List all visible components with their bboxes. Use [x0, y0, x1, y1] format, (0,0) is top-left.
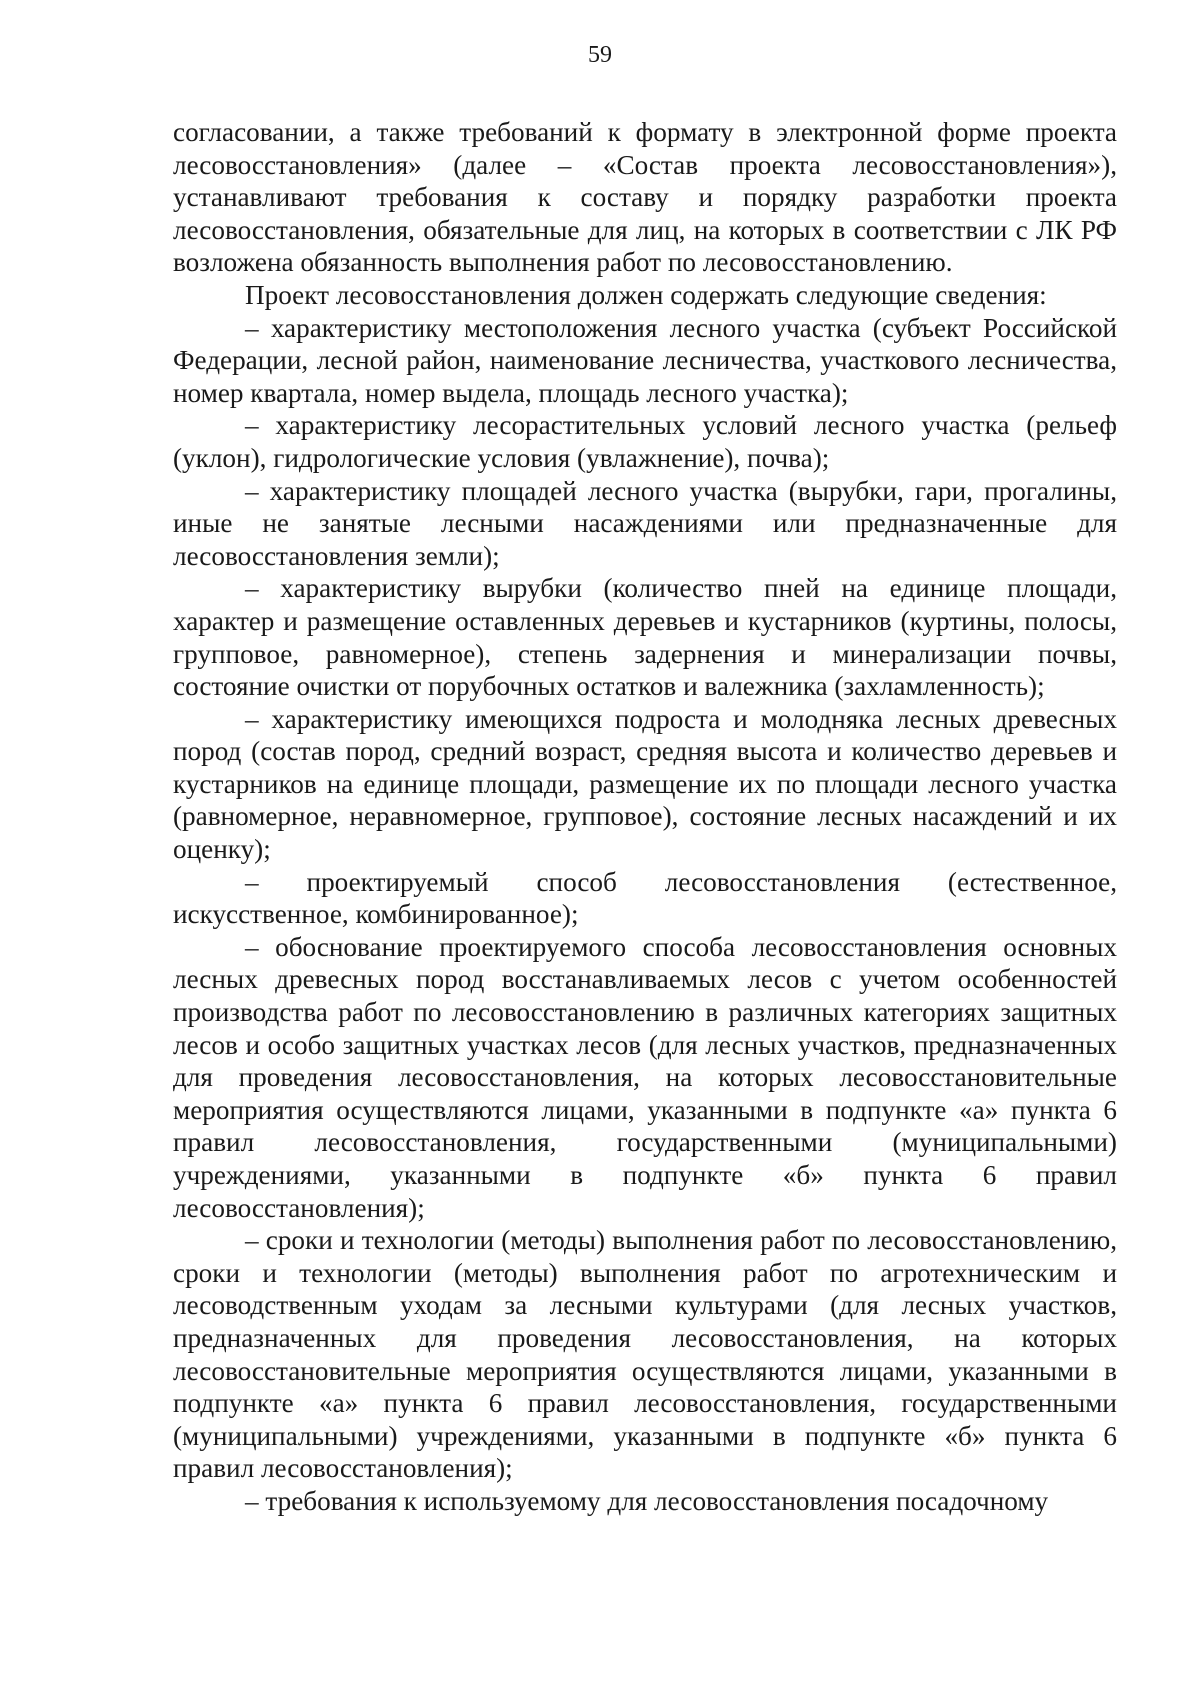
list-item-planting-material: – требования к используемому для лесовосстановления посадочному — [245, 1485, 1049, 1516]
list-item-location: – характеристику местоположения лесного участка (субъект Российской Федерации, лесной район, наименование лесничества, участкового лесничества, номер квартала, номер выдела, площадь лесного участка); — [173, 312, 1117, 408]
list-item-timing: – сроки и технологии (методы) выполнения работ по лесовосстановлению, сроки и технологии (методы) выполнения работ по агротехническим и лесоводственным уходам за лесными культурами (для лесных участков, предназначенных для проведения лесовосстановления, на которых лесовосстановительные мероприятия осуществляются лицами, указанными в подпункте «а» пункта 6 правил лесовосстановления, государственными (муниципальными) учреждениями, указанными в подпункте «б» пункта 6 правил лесовосстановления); — [173, 1225, 1117, 1484]
document-body — [173, 116, 1117, 1518]
list-item-growing-conditions: – характеристику лесорастительных условий лесного участка (рельеф (уклон), гидрологические условия (увлажнение), почва); — [173, 410, 1117, 473]
list-item-method: – проектируемый способ лесовосстановления (естественное, искусственное, комбинированное); — [173, 866, 1117, 930]
paragraph-intro: Проект лесовосстановления должен содержать следующие сведения: — [245, 279, 1047, 310]
list-item-clearing: – характеристику вырубки (количество пней на единице площади, характер и размещение оставленных деревьев и кустарников (куртины, полосы, групповое, равномерное), степень задернения и минерализации почвы, состояние очистки от порубочных остатков и валежника (захламленность); — [173, 573, 1117, 702]
list-item-areas: – характеристику площадей лесного участка (вырубки, гари, прогалины, иные не занятые лесными насаждениями или предназначенные для лесовосстановления земли); — [173, 475, 1117, 571]
list-item-justification: – обоснование проектируемого способа лесовосстановления основных лесных древесных пород восстанавливаемых лесов с учетом особенностей производства работ по лесовосстановлению в различных категориях защитных лесов и особо защитных участках лесов (для лесных участков, предназначенных для проведения лесовосстановления, на которых лесовосстановительные мероприятия осуществляются лицами, указанными в подпункте «а» пункта 6 правил лесовосстановления, государственными (муниципальными) учреждениями, указанными в подпункте «б» пункта 6 правил лесовосстановления); — [173, 931, 1117, 1223]
paragraph-continuation: согласовании, а также требований к формату в электронной форме проекта лесовосстановления» (далее – «Состав проекта лесовосстановления»), устанавливают требования к составу и порядку разработки проекта лесовосстановления, обязательные для лиц, на которых в соответствии с ЛК РФ возложена обязанность выполнения работ по лесовосстановлению. — [173, 117, 1117, 278]
list-item-undergrowth: – характеристику имеющихся подроста и молодняка лесных древесных пород (состав пород, средний возраст, средняя высота и количество деревьев и кустарников на единице площади, размещение их по площади лесного участка (равномерное, неравномерное, групповое), состояние лесных насаждений и их оценку); — [173, 703, 1117, 865]
page-number: 59 — [588, 42, 612, 68]
